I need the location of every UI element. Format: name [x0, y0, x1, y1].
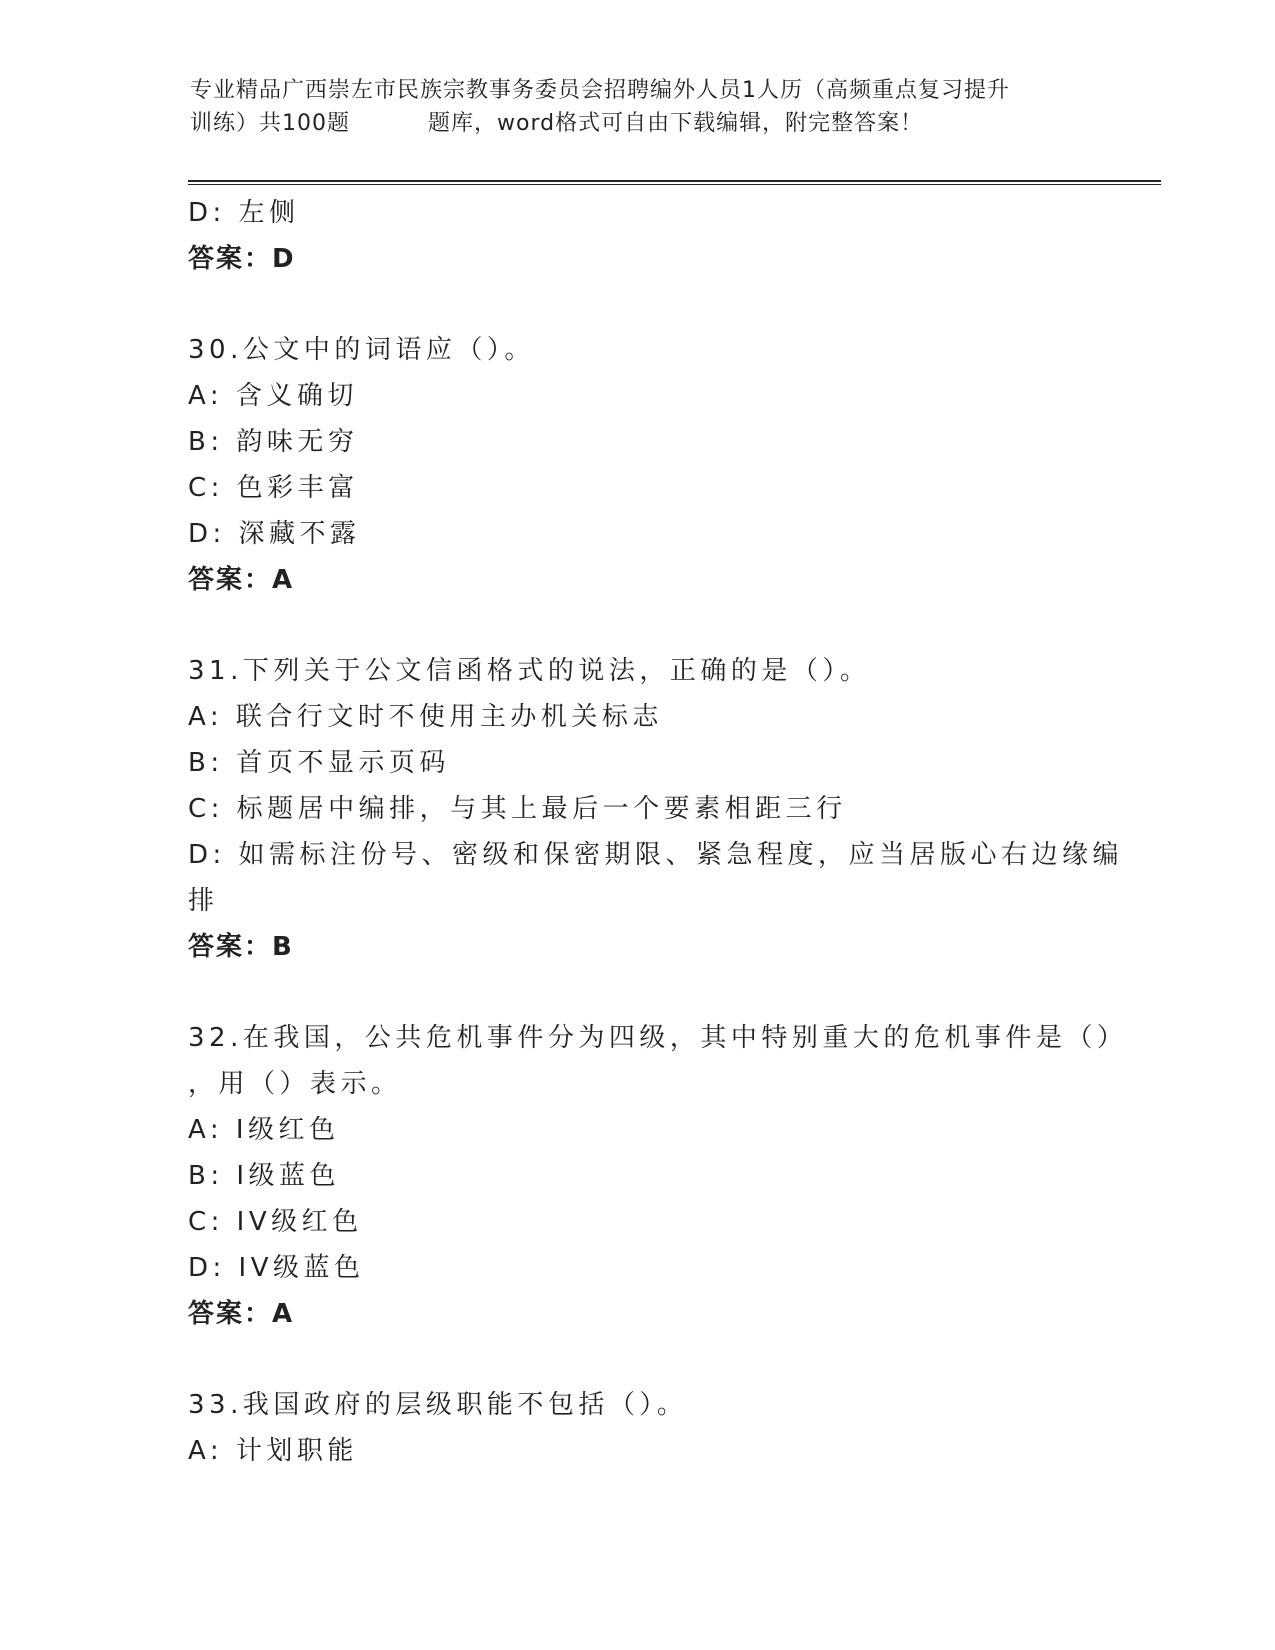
header-rule-thick — [188, 180, 1161, 182]
answer-label: 答案： — [188, 244, 273, 274]
answer-line — [188, 236, 1088, 282]
option-b: B: I级蓝色 — [188, 1161, 341, 1191]
document-header — [190, 74, 1090, 140]
option-d: D: 深藏不露 — [188, 519, 361, 549]
option-a: A: 含义确切 — [188, 381, 358, 411]
option-d-continuation: 排 — [188, 886, 219, 916]
answer-label: 答案： — [188, 932, 273, 962]
question-text: 30.公文中的词语应（）。 — [188, 335, 535, 365]
option-a: A: 计划职能 — [188, 1436, 358, 1466]
question-33 — [188, 1382, 1088, 1474]
header-rule-thin — [188, 184, 1161, 185]
answer-value: A — [272, 1299, 295, 1329]
answer-line — [188, 924, 1088, 970]
answer-label: 答案： — [188, 1299, 273, 1329]
question-text: 33.我国政府的层级职能不包括（）。 — [188, 1390, 688, 1420]
question-29-tail — [188, 190, 1088, 282]
question-text: 32.在我国，公共危机事件分为四级，其中特别重大的危机事件是（） — [188, 1023, 1128, 1053]
question-30 — [188, 327, 1088, 603]
question-31 — [188, 648, 1124, 970]
option-c: C: 色彩丰富 — [188, 473, 359, 503]
option-d: D: 左侧 — [188, 198, 300, 228]
option-a: A: I级红色 — [188, 1115, 340, 1145]
answer-label: 答案： — [188, 565, 273, 595]
option-d: D: 如需标注份号、密级和保密期限、紧急程度，应当居版心右边缘编 — [188, 840, 1124, 870]
option-a: A: 联合行文时不使用主办机关标志 — [188, 702, 663, 732]
question-32 — [188, 1015, 1128, 1337]
header-title-part-a: 训练）共100题 — [190, 111, 350, 136]
answer-value: B — [272, 932, 294, 962]
question-text-continuation: ，用（）表示。 — [188, 1069, 402, 1099]
option-d: D: IV级蓝色 — [188, 1253, 365, 1283]
header-title-part-b: 题库，word格式可自由下载编辑，附完整答案！ — [428, 111, 924, 136]
answer-value: D — [272, 244, 296, 274]
header-title-line-2 — [190, 107, 1090, 140]
question-list — [188, 190, 1128, 1474]
answer-value: A — [272, 565, 295, 595]
question-text: 31.下列关于公文信函格式的说法，正确的是（）。 — [188, 656, 871, 686]
answer-line — [188, 1291, 1088, 1337]
option-b: B: 首页不显示页码 — [188, 748, 450, 778]
header-title-line-1: 专业精品广西崇左市民族宗教事务委员会招聘编外人员1人历（高频重点复习提升 — [190, 78, 1010, 103]
option-b: B: 韵味无穷 — [188, 427, 359, 457]
option-c: C: IV级红色 — [188, 1207, 363, 1237]
answer-line — [188, 557, 1088, 603]
option-c: C: 标题居中编排，与其上最后一个要素相距三行 — [188, 794, 847, 824]
